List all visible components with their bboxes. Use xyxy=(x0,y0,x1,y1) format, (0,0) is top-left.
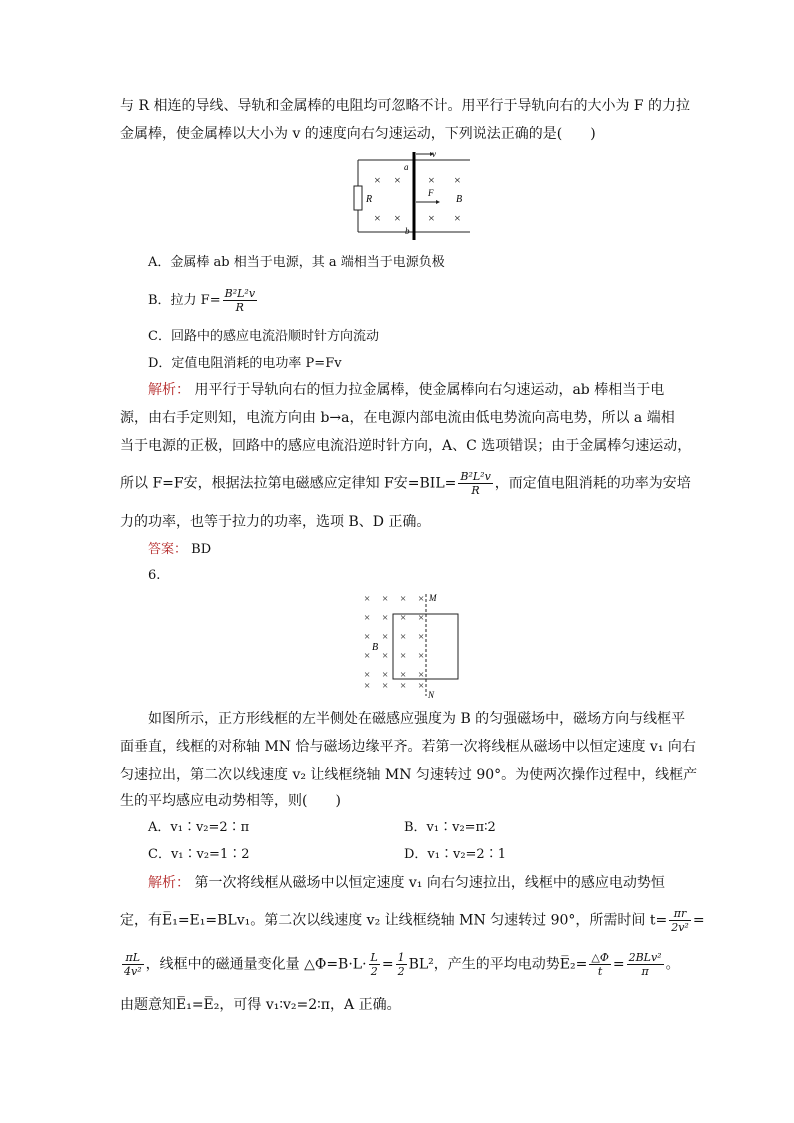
svg-text:×: × xyxy=(418,612,425,624)
svg-text:×: × xyxy=(454,173,461,187)
field-label-b: B xyxy=(372,642,379,653)
q5-option-d: D．定值电阻消耗的电功率 P=Fv xyxy=(148,356,342,371)
intro-line-2: 金属棒，使金属棒以大小为 v 的速度向右匀速运动，下列说法正确的是( ) xyxy=(120,126,596,142)
q6-option-c: C．v₁∶v₂=1∶2 xyxy=(148,847,250,862)
svg-text:×: × xyxy=(364,631,371,643)
svg-text:×: × xyxy=(418,650,425,662)
svg-text:×: × xyxy=(400,631,407,643)
solution-label: 解析： xyxy=(148,382,190,398)
q6-solution-line-3: $\frac{\pi L}{\text{4v²}}$ ，线框中的磁通量变化量 △Φ=B·L· $\frac{L}{2}$ = $\frac{1}{2}$ BL²，产生的平均电动势E̅₂= $\frac{\triangle\Phi}{t}$ = $\frac{\text{2BLv²}}{\pi}$ 。 xyxy=(124,951,680,978)
q6-solution-line-4: 由题意知E̅₁=E̅₂，可得 v₁∶v₂=2∶π，A 正确。 xyxy=(120,997,401,1013)
svg-text:×: × xyxy=(364,612,371,624)
q6-stem-line-4: 生的平均感应电动势相等，则( ) xyxy=(120,793,341,809)
svg-text:×: × xyxy=(400,612,407,624)
svg-text:×: × xyxy=(382,669,389,681)
q5-answer xyxy=(148,540,211,560)
axis-label-n: N xyxy=(428,690,435,700)
solution-label: 解析： xyxy=(148,875,190,891)
question-number: 6. xyxy=(148,568,161,583)
q5-solution-line-4: 所以 F=F安，根据法拉第电磁感应定律知 F安=BIL= $\frac{\text{B²L²v}}{R}$ ，而定值电阻消耗的功率为安培 xyxy=(120,470,691,497)
q5-option-c: C．回路中的感应电流沿顺时针方向流动 xyxy=(148,329,379,344)
figure-rail-circuit xyxy=(350,148,486,240)
figure-square-coil xyxy=(360,590,464,700)
intro-line-1: 与 R 相连的导线、导轨和金属棒的电阻均可忽略不计。用平行于导轨向右的大小为 F 的力拉 xyxy=(120,98,691,114)
answer-value: BD xyxy=(191,542,212,557)
q5-solution-line-1: 解析： 用平行于导轨向右的恒力拉金属棒，使金属棒向右匀速运动，ab 棒相当于电 xyxy=(148,382,665,398)
svg-text:×: × xyxy=(382,650,389,662)
q5-option-a: A．金属棒 ab 相当于电源，其 a 端相当于电源负极 xyxy=(148,255,445,270)
svg-text:×: × xyxy=(394,211,401,225)
q5-option-b: B．拉力 F= $\frac{\text{B²L²v}}{R}$ xyxy=(148,287,256,314)
svg-text:×: × xyxy=(382,631,389,643)
q5-solution-line-5: 力的功率，也等于拉力的功率，选项 B、D 正确。 xyxy=(120,514,431,530)
svg-text:×: × xyxy=(374,211,381,225)
svg-text:×: × xyxy=(364,680,371,692)
q5-solution-line-2: 源，由右手定则知，电流方向由 b→a，在电源内部电流由低电势流向高电势，所以 a 端相 xyxy=(120,410,675,426)
resistor-label: R xyxy=(366,194,373,205)
svg-text:×: × xyxy=(364,650,371,662)
svg-text:×: × xyxy=(400,680,407,692)
rod-end-b: b xyxy=(405,226,410,236)
answer-label: 答案： xyxy=(148,542,188,557)
svg-text:×: × xyxy=(418,669,425,681)
svg-text:×: × xyxy=(382,680,389,692)
q6-option-d: D．v₁∶v₂=2∶1 xyxy=(404,847,506,862)
svg-text:×: × xyxy=(454,211,461,225)
q6-stem-line-3: 匀速拉出，第二次以线速度 v₂ 让线框绕轴 MN 匀速转过 90°。为使两次操作过程中，线框产 xyxy=(120,767,698,783)
force-label: F xyxy=(428,188,434,198)
svg-text:×: × xyxy=(418,680,425,692)
svg-text:×: × xyxy=(418,631,425,643)
svg-text:×: × xyxy=(418,593,425,605)
axis-label-m: M xyxy=(429,593,437,603)
svg-text:×: × xyxy=(382,612,389,624)
velocity-label: v xyxy=(432,149,436,159)
q6-option-b: B．v₁∶v₂=π∶2 xyxy=(404,820,496,835)
svg-text:×: × xyxy=(382,593,389,605)
svg-text:×: × xyxy=(428,173,435,187)
q5-solution-line-3: 当于电源的正极，回路中的感应电流沿逆时针方向，A、C 选项错误；由于金属棒匀速运动， xyxy=(120,438,692,454)
svg-text:×: × xyxy=(364,669,371,681)
svg-text:×: × xyxy=(374,173,381,187)
svg-text:×: × xyxy=(394,173,401,187)
svg-text:×: × xyxy=(364,593,371,605)
q6-solution-line-1: 解析： 第一次将线框从磁场中以恒定速度 v₁ 向右匀速拉出，线框中的感应电动势恒 xyxy=(148,875,665,891)
q6-stem-line-2: 面垂直，线框的对称轴 MN 恰与磁场边缘平齐。若第一次将线框从磁场中以恒定速度 v₁ 向右 xyxy=(120,739,696,755)
q6-option-a: A．v₁∶v₂=2∶π xyxy=(148,820,250,835)
resistor xyxy=(354,186,362,210)
q6-stem-line-1: 如图所示，正方形线框的左半侧处在磁感应强度为 B 的匀强磁场中，磁场方向与线框平 xyxy=(148,711,686,727)
svg-text:×: × xyxy=(400,650,407,662)
svg-text:×: × xyxy=(400,593,407,605)
rod-end-a: a xyxy=(404,162,409,172)
svg-text:×: × xyxy=(428,211,435,225)
field-label: B xyxy=(456,194,463,205)
q6-solution-line-2: 定，有E̅₁=E₁=BLv₁。第二次以线速度 v₂ 让线框绕轴 MN 匀速转过 90°，所需时间 t= $\frac{\pi r}{\text{2v²}}$ = xyxy=(120,907,705,934)
svg-text:×: × xyxy=(400,669,407,681)
